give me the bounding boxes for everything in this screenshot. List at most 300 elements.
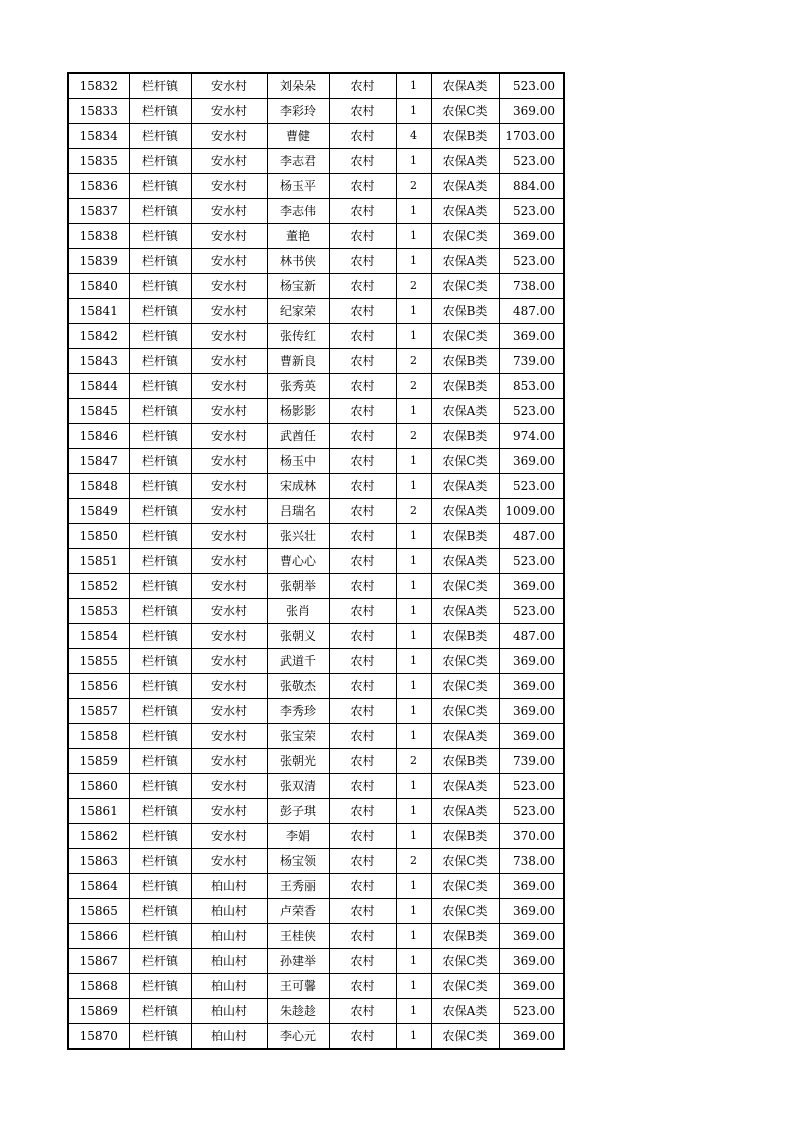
insurance-category-cell: 农保B类 [431, 349, 499, 374]
table-row [68, 299, 564, 324]
village-cell: 柏山村 [191, 1024, 267, 1050]
serial-number-cell: 15840 [68, 274, 129, 299]
household-type-cell: 农村 [329, 1024, 396, 1050]
town-cell: 栏杆镇 [129, 224, 191, 249]
village-cell: 安水村 [191, 749, 267, 774]
town-cell: 栏杆镇 [129, 749, 191, 774]
table-row [68, 949, 564, 974]
town-cell: 栏杆镇 [129, 249, 191, 274]
amount-cell: 523.00 [499, 774, 564, 799]
household-count-cell: 4 [396, 124, 431, 149]
insurance-category-cell: 农保A类 [431, 474, 499, 499]
village-cell: 安水村 [191, 499, 267, 524]
insurance-category-cell: 农保A类 [431, 174, 499, 199]
person-name-cell: 杨宝新 [267, 274, 329, 299]
table-row [68, 799, 564, 824]
person-name-cell: 李心元 [267, 1024, 329, 1050]
insurance-category-cell: 农保B类 [431, 749, 499, 774]
household-type-cell: 农村 [329, 749, 396, 774]
amount-cell: 523.00 [499, 474, 564, 499]
household-count-cell: 1 [396, 974, 431, 999]
village-cell: 安水村 [191, 324, 267, 349]
serial-number-cell: 15844 [68, 374, 129, 399]
insurance-category-cell: 农保A类 [431, 724, 499, 749]
amount-cell: 369.00 [499, 924, 564, 949]
household-type-cell: 农村 [329, 724, 396, 749]
person-name-cell: 张朝举 [267, 574, 329, 599]
table-row [68, 924, 564, 949]
amount-cell: 523.00 [499, 799, 564, 824]
insurance-category-cell: 农保C类 [431, 699, 499, 724]
household-count-cell: 1 [396, 149, 431, 174]
town-cell: 栏杆镇 [129, 324, 191, 349]
person-name-cell: 卢荣香 [267, 899, 329, 924]
amount-cell: 1703.00 [499, 124, 564, 149]
table-row [68, 374, 564, 399]
person-name-cell: 张传红 [267, 324, 329, 349]
village-cell: 安水村 [191, 599, 267, 624]
table-row [68, 449, 564, 474]
serial-number-cell: 15856 [68, 674, 129, 699]
serial-number-cell: 15849 [68, 499, 129, 524]
person-name-cell: 杨宝领 [267, 849, 329, 874]
household-count-cell: 1 [396, 399, 431, 424]
village-cell: 安水村 [191, 674, 267, 699]
insurance-category-cell: 农保B类 [431, 124, 499, 149]
household-count-cell: 1 [396, 924, 431, 949]
town-cell: 栏杆镇 [129, 849, 191, 874]
serial-number-cell: 15836 [68, 174, 129, 199]
town-cell: 栏杆镇 [129, 99, 191, 124]
town-cell: 栏杆镇 [129, 424, 191, 449]
amount-cell: 739.00 [499, 749, 564, 774]
insurance-category-cell: 农保A类 [431, 199, 499, 224]
insurance-category-cell: 农保C类 [431, 324, 499, 349]
village-cell: 安水村 [191, 124, 267, 149]
household-count-cell: 1 [396, 874, 431, 899]
person-name-cell: 吕瑞名 [267, 499, 329, 524]
insurance-category-cell: 农保A类 [431, 774, 499, 799]
town-cell: 栏杆镇 [129, 149, 191, 174]
household-count-cell: 1 [396, 224, 431, 249]
town-cell: 栏杆镇 [129, 499, 191, 524]
household-count-cell: 1 [396, 599, 431, 624]
household-type-cell: 农村 [329, 73, 396, 99]
household-type-cell: 农村 [329, 624, 396, 649]
person-name-cell: 曹健 [267, 124, 329, 149]
town-cell: 栏杆镇 [129, 774, 191, 799]
household-type-cell: 农村 [329, 774, 396, 799]
household-type-cell: 农村 [329, 824, 396, 849]
person-name-cell: 纪家荣 [267, 299, 329, 324]
serial-number-cell: 15832 [68, 73, 129, 99]
person-name-cell: 李志伟 [267, 199, 329, 224]
serial-number-cell: 15857 [68, 699, 129, 724]
household-type-cell: 农村 [329, 949, 396, 974]
person-name-cell: 武道千 [267, 649, 329, 674]
table-row [68, 849, 564, 874]
table-row [68, 699, 564, 724]
village-cell: 安水村 [191, 299, 267, 324]
amount-cell: 369.00 [499, 224, 564, 249]
town-cell: 栏杆镇 [129, 349, 191, 374]
insurance-category-cell: 农保A类 [431, 799, 499, 824]
serial-number-cell: 15835 [68, 149, 129, 174]
village-cell: 安水村 [191, 73, 267, 99]
village-cell: 柏山村 [191, 874, 267, 899]
person-name-cell: 王可馨 [267, 974, 329, 999]
person-name-cell: 张秀英 [267, 374, 329, 399]
insurance-category-cell: 农保C类 [431, 649, 499, 674]
village-cell: 安水村 [191, 224, 267, 249]
household-type-cell: 农村 [329, 424, 396, 449]
village-cell: 安水村 [191, 374, 267, 399]
person-name-cell: 张兴壮 [267, 524, 329, 549]
person-name-cell: 李秀珍 [267, 699, 329, 724]
person-name-cell: 王秀丽 [267, 874, 329, 899]
town-cell: 栏杆镇 [129, 73, 191, 99]
serial-number-cell: 15852 [68, 574, 129, 599]
insurance-category-cell: 农保A类 [431, 249, 499, 274]
household-type-cell: 农村 [329, 399, 396, 424]
insurance-category-cell: 农保C类 [431, 99, 499, 124]
serial-number-cell: 15851 [68, 549, 129, 574]
household-type-cell: 农村 [329, 799, 396, 824]
village-cell: 安水村 [191, 249, 267, 274]
person-name-cell: 曹心心 [267, 549, 329, 574]
household-count-cell: 1 [396, 574, 431, 599]
amount-cell: 738.00 [499, 274, 564, 299]
table-row [68, 974, 564, 999]
household-count-cell: 1 [396, 449, 431, 474]
household-type-cell: 农村 [329, 574, 396, 599]
serial-number-cell: 15843 [68, 349, 129, 374]
serial-number-cell: 15860 [68, 774, 129, 799]
amount-cell: 974.00 [499, 424, 564, 449]
village-cell: 安水村 [191, 724, 267, 749]
table-row [68, 424, 564, 449]
person-name-cell: 张朝光 [267, 749, 329, 774]
household-count-cell: 1 [396, 474, 431, 499]
village-cell: 安水村 [191, 799, 267, 824]
insurance-category-cell: 农保B类 [431, 624, 499, 649]
table-row [68, 999, 564, 1024]
table-row [68, 324, 564, 349]
table-row [68, 1024, 564, 1050]
town-cell: 栏杆镇 [129, 599, 191, 624]
household-type-cell: 农村 [329, 124, 396, 149]
insurance-category-cell: 农保A类 [431, 599, 499, 624]
table-row [68, 99, 564, 124]
household-count-cell: 1 [396, 724, 431, 749]
town-cell: 栏杆镇 [129, 649, 191, 674]
serial-number-cell: 15864 [68, 874, 129, 899]
household-type-cell: 农村 [329, 524, 396, 549]
table-row [68, 574, 564, 599]
village-cell: 安水村 [191, 174, 267, 199]
household-count-cell: 1 [396, 624, 431, 649]
person-name-cell: 杨玉中 [267, 449, 329, 474]
household-type-cell: 农村 [329, 299, 396, 324]
household-type-cell: 农村 [329, 449, 396, 474]
household-type-cell: 农村 [329, 499, 396, 524]
village-cell: 柏山村 [191, 924, 267, 949]
village-cell: 安水村 [191, 274, 267, 299]
person-name-cell: 曹新良 [267, 349, 329, 374]
town-cell: 栏杆镇 [129, 549, 191, 574]
table-row [68, 73, 564, 99]
town-cell: 栏杆镇 [129, 124, 191, 149]
town-cell: 栏杆镇 [129, 674, 191, 699]
serial-number-cell: 15834 [68, 124, 129, 149]
insurance-category-cell: 农保C类 [431, 849, 499, 874]
person-name-cell: 张肖 [267, 599, 329, 624]
serial-number-cell: 15842 [68, 324, 129, 349]
serial-number-cell: 15853 [68, 599, 129, 624]
village-cell: 安水村 [191, 774, 267, 799]
household-type-cell: 农村 [329, 349, 396, 374]
household-count-cell: 1 [396, 299, 431, 324]
household-count-cell: 2 [396, 424, 431, 449]
table-row [68, 749, 564, 774]
household-type-cell: 农村 [329, 474, 396, 499]
town-cell: 栏杆镇 [129, 174, 191, 199]
amount-cell: 523.00 [499, 399, 564, 424]
village-cell: 安水村 [191, 549, 267, 574]
village-cell: 安水村 [191, 574, 267, 599]
household-type-cell: 农村 [329, 549, 396, 574]
table-row [68, 349, 564, 374]
amount-cell: 369.00 [499, 699, 564, 724]
household-type-cell: 农村 [329, 924, 396, 949]
serial-number-cell: 15870 [68, 1024, 129, 1050]
amount-cell: 370.00 [499, 824, 564, 849]
household-count-cell: 2 [396, 849, 431, 874]
table-row [68, 499, 564, 524]
insurance-category-cell: 农保A类 [431, 149, 499, 174]
serial-number-cell: 15841 [68, 299, 129, 324]
insurance-category-cell: 农保C类 [431, 949, 499, 974]
amount-cell: 884.00 [499, 174, 564, 199]
household-count-cell: 1 [396, 824, 431, 849]
serial-number-cell: 15858 [68, 724, 129, 749]
serial-number-cell: 15855 [68, 649, 129, 674]
amount-cell: 487.00 [499, 524, 564, 549]
household-count-cell: 2 [396, 374, 431, 399]
table-row [68, 874, 564, 899]
table-row [68, 649, 564, 674]
town-cell: 栏杆镇 [129, 799, 191, 824]
table-row [68, 599, 564, 624]
amount-cell: 1009.00 [499, 499, 564, 524]
amount-cell: 739.00 [499, 349, 564, 374]
household-type-cell: 农村 [329, 674, 396, 699]
village-cell: 安水村 [191, 624, 267, 649]
serial-number-cell: 15865 [68, 899, 129, 924]
town-cell: 栏杆镇 [129, 449, 191, 474]
town-cell: 栏杆镇 [129, 724, 191, 749]
household-count-cell: 1 [396, 999, 431, 1024]
household-type-cell: 农村 [329, 974, 396, 999]
amount-cell: 523.00 [499, 599, 564, 624]
serial-number-cell: 15837 [68, 199, 129, 224]
village-cell: 柏山村 [191, 899, 267, 924]
household-count-cell: 2 [396, 174, 431, 199]
serial-number-cell: 15868 [68, 974, 129, 999]
household-count-cell: 1 [396, 649, 431, 674]
household-type-cell: 农村 [329, 274, 396, 299]
table-row [68, 249, 564, 274]
person-name-cell: 彭子琪 [267, 799, 329, 824]
amount-cell: 523.00 [499, 199, 564, 224]
person-name-cell: 李彩玲 [267, 99, 329, 124]
town-cell: 栏杆镇 [129, 699, 191, 724]
amount-cell: 523.00 [499, 73, 564, 99]
insurance-category-cell: 农保A类 [431, 73, 499, 99]
village-cell: 安水村 [191, 149, 267, 174]
records-table [67, 72, 565, 1050]
serial-number-cell: 15867 [68, 949, 129, 974]
person-name-cell: 张敬杰 [267, 674, 329, 699]
village-cell: 安水村 [191, 349, 267, 374]
household-count-cell: 1 [396, 899, 431, 924]
town-cell: 栏杆镇 [129, 974, 191, 999]
amount-cell: 369.00 [499, 724, 564, 749]
household-type-cell: 农村 [329, 999, 396, 1024]
town-cell: 栏杆镇 [129, 899, 191, 924]
person-name-cell: 武酋任 [267, 424, 329, 449]
amount-cell: 369.00 [499, 449, 564, 474]
town-cell: 栏杆镇 [129, 874, 191, 899]
amount-cell: 369.00 [499, 974, 564, 999]
serial-number-cell: 15848 [68, 474, 129, 499]
village-cell: 柏山村 [191, 999, 267, 1024]
table-row [68, 124, 564, 149]
household-count-cell: 1 [396, 699, 431, 724]
table-row [68, 824, 564, 849]
serial-number-cell: 15833 [68, 99, 129, 124]
table-row [68, 224, 564, 249]
amount-cell: 369.00 [499, 874, 564, 899]
insurance-category-cell: 农保B类 [431, 374, 499, 399]
amount-cell: 369.00 [499, 1024, 564, 1050]
table-row [68, 149, 564, 174]
serial-number-cell: 15847 [68, 449, 129, 474]
table-row [68, 199, 564, 224]
serial-number-cell: 15866 [68, 924, 129, 949]
serial-number-cell: 15846 [68, 424, 129, 449]
village-cell: 安水村 [191, 824, 267, 849]
insurance-category-cell: 农保B类 [431, 824, 499, 849]
serial-number-cell: 15862 [68, 824, 129, 849]
amount-cell: 523.00 [499, 549, 564, 574]
insurance-category-cell: 农保B类 [431, 299, 499, 324]
person-name-cell: 杨影影 [267, 399, 329, 424]
household-count-cell: 1 [396, 799, 431, 824]
village-cell: 安水村 [191, 849, 267, 874]
amount-cell: 738.00 [499, 849, 564, 874]
town-cell: 栏杆镇 [129, 949, 191, 974]
household-count-cell: 2 [396, 749, 431, 774]
serial-number-cell: 15861 [68, 799, 129, 824]
village-cell: 安水村 [191, 424, 267, 449]
household-type-cell: 农村 [329, 874, 396, 899]
table-row [68, 774, 564, 799]
town-cell: 栏杆镇 [129, 624, 191, 649]
household-count-cell: 1 [396, 249, 431, 274]
village-cell: 柏山村 [191, 974, 267, 999]
amount-cell: 523.00 [499, 149, 564, 174]
serial-number-cell: 15845 [68, 399, 129, 424]
amount-cell: 853.00 [499, 374, 564, 399]
person-name-cell: 李娟 [267, 824, 329, 849]
person-name-cell: 张朝义 [267, 624, 329, 649]
amount-cell: 369.00 [499, 649, 564, 674]
town-cell: 栏杆镇 [129, 824, 191, 849]
person-name-cell: 朱趁趁 [267, 999, 329, 1024]
table-row [68, 674, 564, 699]
serial-number-cell: 15869 [68, 999, 129, 1024]
insurance-category-cell: 农保A类 [431, 999, 499, 1024]
household-type-cell: 农村 [329, 224, 396, 249]
serial-number-cell: 15838 [68, 224, 129, 249]
insurance-category-cell: 农保C类 [431, 224, 499, 249]
amount-cell: 487.00 [499, 299, 564, 324]
person-name-cell: 杨玉平 [267, 174, 329, 199]
records-body [68, 73, 564, 1049]
insurance-category-cell: 农保C类 [431, 574, 499, 599]
household-count-cell: 1 [396, 674, 431, 699]
serial-number-cell: 15859 [68, 749, 129, 774]
household-type-cell: 农村 [329, 649, 396, 674]
town-cell: 栏杆镇 [129, 199, 191, 224]
table-row [68, 724, 564, 749]
household-count-cell: 1 [396, 524, 431, 549]
insurance-category-cell: 农保C类 [431, 674, 499, 699]
town-cell: 栏杆镇 [129, 574, 191, 599]
amount-cell: 523.00 [499, 249, 564, 274]
town-cell: 栏杆镇 [129, 299, 191, 324]
amount-cell: 369.00 [499, 324, 564, 349]
household-count-cell: 2 [396, 499, 431, 524]
person-name-cell: 王桂侠 [267, 924, 329, 949]
household-count-cell: 1 [396, 949, 431, 974]
household-type-cell: 农村 [329, 199, 396, 224]
village-cell: 安水村 [191, 199, 267, 224]
insurance-category-cell: 农保C类 [431, 874, 499, 899]
household-count-cell: 1 [396, 1024, 431, 1050]
village-cell: 安水村 [191, 649, 267, 674]
insurance-category-cell: 农保C类 [431, 974, 499, 999]
table-row [68, 399, 564, 424]
person-name-cell: 刘朵朵 [267, 73, 329, 99]
town-cell: 栏杆镇 [129, 999, 191, 1024]
town-cell: 栏杆镇 [129, 374, 191, 399]
insurance-category-cell: 农保C类 [431, 449, 499, 474]
amount-cell: 369.00 [499, 674, 564, 699]
amount-cell: 487.00 [499, 624, 564, 649]
household-count-cell: 1 [396, 99, 431, 124]
table-row [68, 899, 564, 924]
insurance-category-cell: 农保B类 [431, 924, 499, 949]
village-cell: 安水村 [191, 524, 267, 549]
person-name-cell: 宋成林 [267, 474, 329, 499]
village-cell: 安水村 [191, 474, 267, 499]
village-cell: 柏山村 [191, 949, 267, 974]
table-row [68, 474, 564, 499]
insurance-category-cell: 农保A类 [431, 499, 499, 524]
household-type-cell: 农村 [329, 324, 396, 349]
